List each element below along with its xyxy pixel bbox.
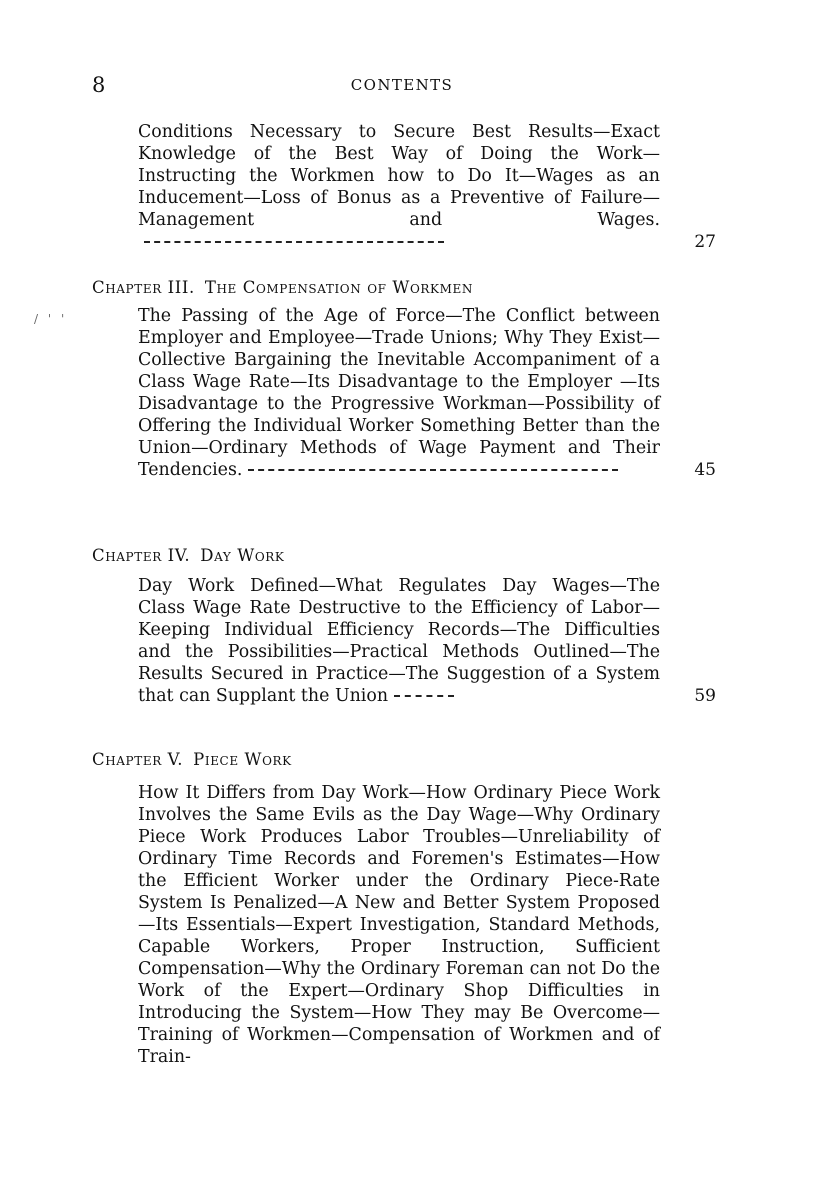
stray-ink-mark: / ' ' [34, 312, 68, 326]
entry-text: The Passing of the Age of Force—The Conflict between Employer and Employee—Trade Unions; Why They Exist—Collective Bargaining the Inevitable Accompaniment of a Class Wage Rate—Its Disadvantage to the Employer —Its Disadvantage to the Progressive Workman—Possibility of Offering the Individual Worker Something Better than the Union—Ordinary Methods of Wage Payment and Their Tendencies. [138, 306, 660, 480]
toc-entry-continuation [92, 121, 716, 253]
dot-leader [144, 240, 444, 243]
toc-chapter-v [92, 749, 712, 1068]
running-head [92, 73, 712, 99]
toc-entry-description [138, 575, 716, 707]
chapter-label: Chapter V. [92, 750, 184, 769]
running-title: CONTENTS [350, 76, 454, 94]
chapter-label: Chapter III. [92, 278, 195, 297]
entry-text: How It Differs from Day Work—How Ordinary Piece Work Involves the Same Evils as the Day Wage—Why Ordinary Piece Work Produces Labor Troubles—Unreliability of Ordinary Time Records and Foremen's Estimates—How the Efficient Worker under the Ordinary Piece-Rate System Is Penalized—A New and Better System Proposed—Its Essentials—Expert Investigation, Standard Methods, Capable Workers, Proper Instruction, Sufficient Compensation—Why the Ordinary Foreman can not Do the Work of the Expert—Ordinary Shop Difficulties in Introducing the System—How They may Be Overcome—Training of Workmen—Compensation of Workmen and of Train- [138, 783, 660, 1067]
chapter-heading [92, 545, 712, 567]
page-number: 8 [92, 73, 106, 97]
toc-entry-description [138, 305, 716, 481]
chapter-heading [92, 277, 712, 299]
chapter-title: Day Work [200, 546, 285, 565]
entry-text: Conditions Necessary to Secure Best Results—Exact Knowledge of the Best Way of Doing the Work—Instructing the Workmen how to Do It—Wages as an Inducement—Loss of Bonus as a Preventive of Failure—Management and Wages. [138, 122, 660, 230]
entry-page-number: 27 [694, 232, 716, 252]
chapter-title: Piece Work [193, 750, 292, 769]
chapter-label: Chapter IV. [92, 546, 191, 565]
dot-leader [248, 468, 618, 471]
chapter-heading [92, 749, 712, 771]
toc-entry-description [138, 121, 716, 253]
chapter-title: The Compensation of Workmen [204, 278, 473, 297]
toc-entry-description [138, 782, 660, 1068]
entry-text: Day Work Defined—What Regulates Day Wages—The Class Wage Rate Destructive to the Efficiency of Labor—Keeping Individual Efficiency Records—The Difficulties and the Possibilities—Practical Methods Outlined—The Results Secured in Practice—The Suggestion of a System that can Supplant the Union [138, 576, 660, 706]
toc-chapter-iii [92, 277, 716, 481]
entry-page-number: 45 [694, 460, 716, 480]
toc-chapter-iv [92, 545, 716, 707]
entry-page-number: 59 [694, 686, 716, 706]
dot-leader [394, 694, 454, 697]
